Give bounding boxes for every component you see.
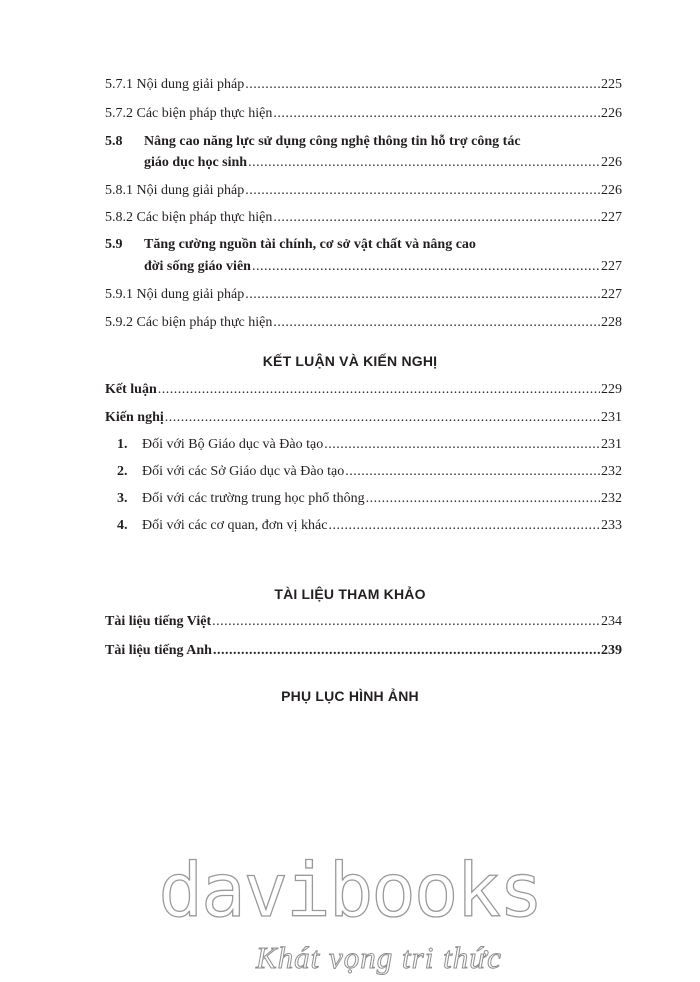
toc-entry-label: Đối với các cơ quan, đơn vị khác (142, 518, 328, 533)
section-title-line1: Tăng cường nguồn tài chính, cơ sở vật chất và nâng cao (144, 237, 476, 252)
toc-entry-5-9-2[interactable] (105, 313, 622, 333)
toc-page-number: 227 (601, 210, 622, 225)
toc-page-number: 231 (601, 437, 622, 452)
toc-page-number: 234 (601, 614, 622, 629)
toc-entry-recommendation-3[interactable] (117, 489, 622, 509)
section-number: 5.9 (105, 237, 123, 252)
toc-page-number: 226 (601, 155, 622, 170)
item-number: 2. (117, 464, 128, 479)
toc-entry-label: 5.7.2 Các biện pháp thực hiện (105, 106, 273, 121)
dot-leader (345, 462, 600, 482)
toc-section-5-8-title[interactable] (105, 132, 521, 152)
toc-section-5-8[interactable] (144, 153, 622, 173)
toc-page-number: 227 (601, 287, 622, 302)
toc-entry-5-9-1[interactable] (105, 285, 622, 305)
toc-page-number: 231 (601, 410, 622, 425)
toc-entry-ket-luan[interactable] (105, 380, 622, 400)
toc-entry-label: Tài liệu tiếng Anh (105, 643, 212, 658)
toc-page-number: 229 (601, 382, 622, 397)
dot-leader (245, 181, 600, 201)
item-number: 4. (117, 518, 128, 533)
toc-entry-5-8-2[interactable] (105, 208, 622, 228)
toc-page-number: 233 (601, 518, 622, 533)
watermark-slogan: Khát vọng tri thức (256, 940, 502, 975)
dot-leader (165, 408, 600, 428)
toc-entry-references-vietnamese[interactable] (105, 612, 622, 632)
dot-leader (329, 516, 601, 536)
conclusion-heading: KẾT LUẬN VÀ KIẾN NGHỊ (262, 353, 438, 369)
section-title-line2: giáo dục học sinh (144, 155, 248, 170)
toc-page-number: 226 (601, 183, 622, 198)
section-number: 5.8 (105, 134, 123, 149)
references-heading: TÀI LIỆU THAM KHẢO (274, 586, 426, 602)
toc-entry-5-7-1[interactable] (105, 75, 622, 95)
dot-leader (366, 489, 600, 509)
dot-leader (324, 435, 600, 455)
dot-leader (273, 208, 600, 228)
dot-leader (213, 641, 600, 661)
toc-entry-label: Tài liệu tiếng Việt (105, 614, 212, 629)
watermark-brand: davibooks (158, 848, 542, 934)
toc-entry-label: 5.9.2 Các biện pháp thực hiện (105, 315, 273, 330)
toc-entry-label: Kiến nghị (105, 410, 164, 425)
toc-entry-label: Đối với các Sở Giáo dục và Đào tạo (142, 464, 345, 479)
dot-leader (212, 612, 600, 632)
toc-page-number: 232 (601, 464, 622, 479)
dot-leader (273, 313, 600, 333)
dot-leader (252, 257, 600, 277)
toc-entry-recommendation-4[interactable] (117, 516, 622, 536)
dot-leader (248, 153, 600, 173)
toc-page-number: 232 (601, 491, 622, 506)
toc-section-5-9-title[interactable] (105, 235, 476, 255)
item-number: 3. (117, 491, 128, 506)
toc-page-number: 225 (601, 77, 622, 92)
toc-entry-label: Đối với Bộ Giáo dục và Đào tạo (142, 437, 324, 452)
toc-entry-recommendation-2[interactable] (117, 462, 622, 482)
toc-entry-label: 5.8.1 Nội dung giải pháp (105, 183, 245, 198)
section-title-line2: đời sống giáo viên (144, 259, 251, 274)
toc-entry-label: Kết luận (105, 382, 157, 397)
toc-entry-label: Đối với các trường trung học phổ thông (142, 491, 365, 506)
toc-entry-recommendation-1[interactable] (117, 435, 622, 455)
toc-entry-kien-nghi[interactable] (105, 408, 622, 428)
toc-section-5-9[interactable] (144, 257, 622, 277)
toc-entry-label: 5.9.1 Nội dung giải pháp (105, 287, 245, 302)
toc-entry-references-english[interactable] (105, 641, 622, 661)
dot-leader (158, 380, 600, 400)
toc-entry-5-8-1[interactable] (105, 181, 622, 201)
dot-leader (273, 104, 600, 124)
dot-leader (245, 285, 600, 305)
toc-entry-label: 5.8.2 Các biện pháp thực hiện (105, 210, 273, 225)
toc-page-number: 228 (601, 315, 622, 330)
section-title-line1: Nâng cao năng lực sử dụng công nghệ thông tin hỗ trợ công tác (144, 134, 521, 149)
item-number: 1. (117, 437, 128, 452)
toc-page-number: 239 (601, 643, 622, 658)
toc-entry-5-7-2[interactable] (105, 104, 622, 124)
appendix-heading: PHỤ LỤC HÌNH ẢNH (281, 688, 419, 704)
toc-page-number: 227 (601, 259, 622, 274)
toc-entry-label: 5.7.1 Nội dung giải pháp (105, 77, 245, 92)
toc-page-number: 226 (601, 106, 622, 121)
dot-leader (245, 75, 600, 95)
